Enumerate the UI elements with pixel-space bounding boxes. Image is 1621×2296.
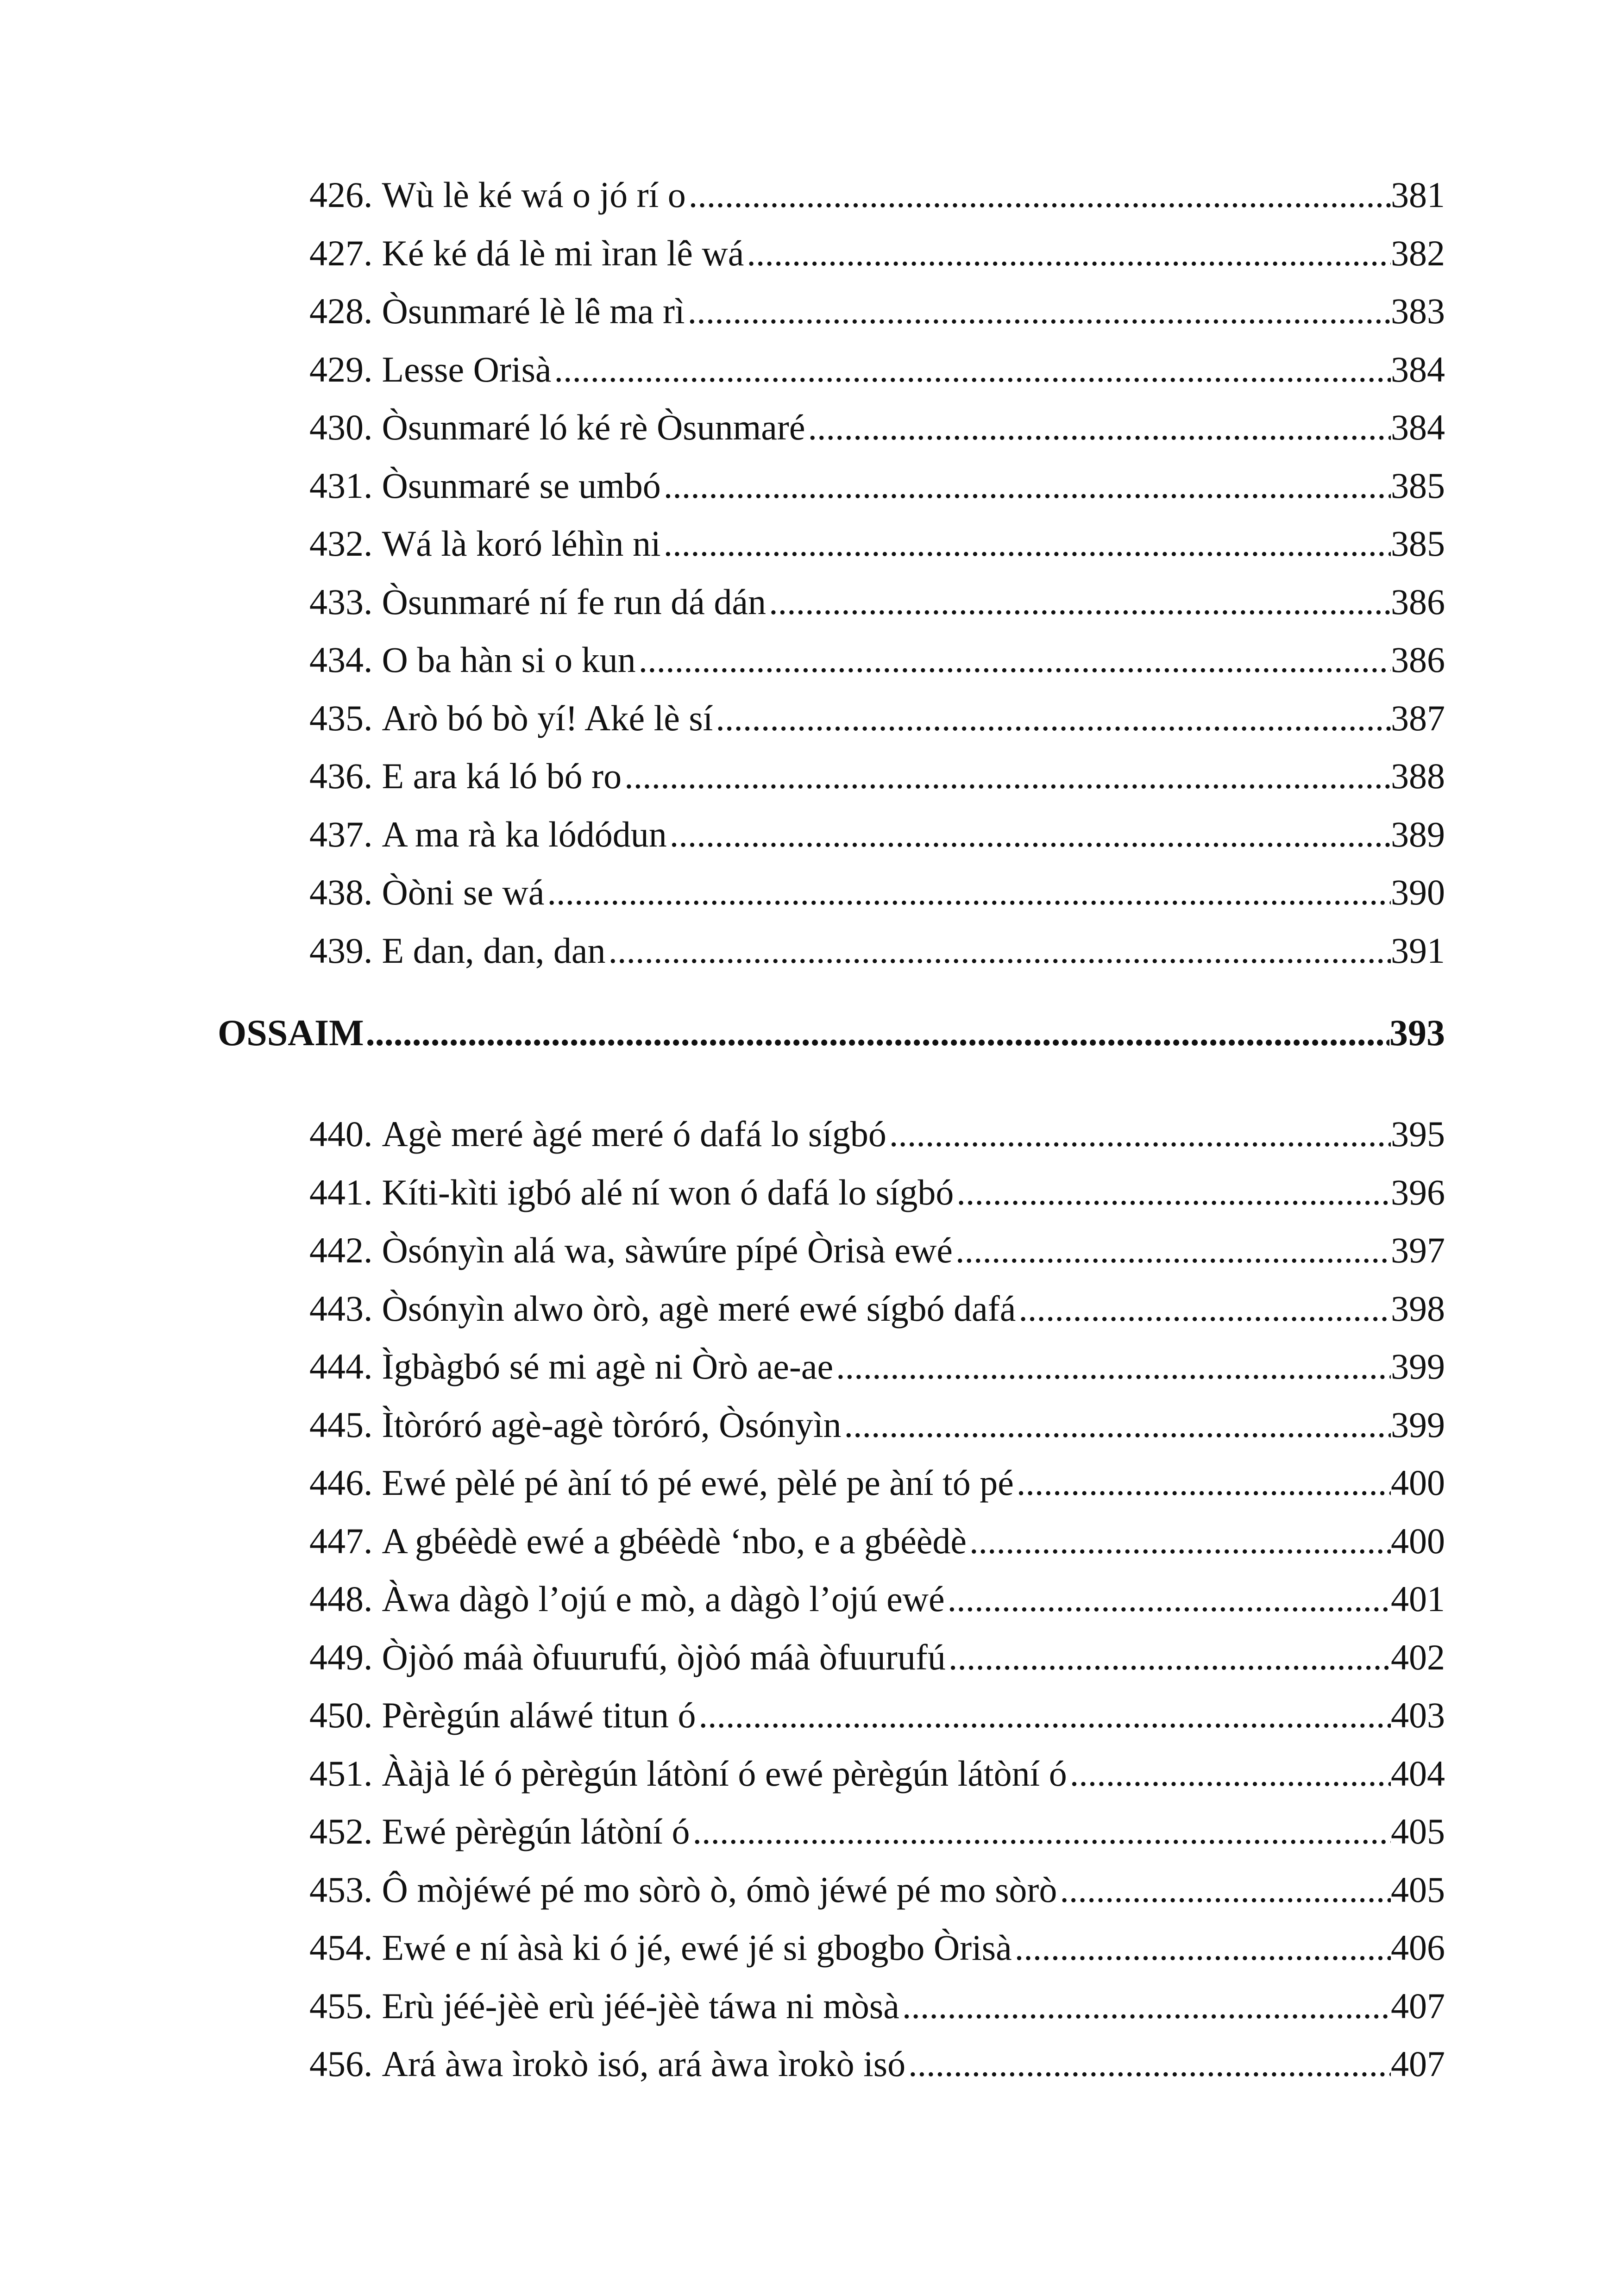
- toc-entry[interactable]: [309, 1341, 1445, 1392]
- entry-title: Ké ké dá lè mi ìran lê wá: [382, 232, 744, 273]
- entry-number: 426.: [309, 175, 373, 215]
- entry-page-number: 405: [1391, 1869, 1445, 1910]
- toc-entry[interactable]: [309, 577, 1445, 627]
- entry-title: Ewé pèlé pé àní tó pé ewé, pèlé pe àní tó pé: [382, 1462, 1014, 1503]
- entry-number: 429.: [309, 349, 373, 389]
- entry-page-number: 389: [1391, 814, 1445, 854]
- dot-leader: [664, 518, 1391, 569]
- entry-page-number: 399: [1391, 1404, 1445, 1445]
- toc-entry[interactable]: [309, 344, 1445, 395]
- entry-page-number: 388: [1391, 756, 1445, 796]
- toc-entry[interactable]: [309, 518, 1445, 569]
- entry-number: 451.: [309, 1753, 373, 1794]
- toc-entry[interactable]: [309, 1109, 1445, 1160]
- entry-number: 427.: [309, 232, 373, 273]
- entry-page-number: 386: [1391, 640, 1445, 680]
- entry-number: 456.: [309, 2044, 373, 2084]
- entry-number: 453.: [309, 1869, 373, 1910]
- dot-leader: [949, 1632, 1391, 1683]
- entry-title: Ô mòjéwé pé mo sòrò ò, ómò jéwé pé mo sòrò: [382, 1869, 1057, 1910]
- toc-entry[interactable]: [309, 634, 1445, 685]
- entry-number: 447.: [309, 1520, 373, 1561]
- toc-entry[interactable]: [309, 169, 1445, 220]
- dot-leader: [844, 1399, 1391, 1450]
- entry-title: Òsunmaré ní fe run dá dán: [382, 581, 767, 622]
- dot-leader: [688, 286, 1391, 337]
- dot-leader: [1015, 1922, 1391, 1973]
- entry-number: 454.: [309, 1927, 373, 1968]
- entry-page-number: 406: [1391, 1927, 1445, 1968]
- toc-entry[interactable]: [309, 1748, 1445, 1799]
- entry-title: Arò bó bò yí! Aké lè sí: [382, 697, 713, 738]
- entry-title: O ba hàn si o kun: [382, 640, 636, 680]
- toc-entry[interactable]: [309, 286, 1445, 337]
- entry-number: 455.: [309, 1985, 373, 2026]
- entry-page-number: 384: [1391, 349, 1445, 389]
- toc-entry[interactable]: [309, 1864, 1445, 1915]
- entry-page-number: 386: [1391, 581, 1445, 622]
- entry-title: Òsónyìn alwo òrò, agè meré ewé sígbó dafá: [382, 1288, 1016, 1329]
- entry-title: Ará àwa ìrokò isó, ará àwa ìrokò isó: [382, 2044, 906, 2084]
- dot-leader: [639, 634, 1391, 685]
- entry-number: 449.: [309, 1637, 373, 1677]
- entry-number: 432.: [309, 523, 373, 564]
- dot-leader: [698, 1690, 1391, 1741]
- entry-page-number: 400: [1391, 1520, 1445, 1561]
- entry-title: Òjòó máà òfuurufú, òjòó máà òfuurufú: [382, 1637, 946, 1677]
- dot-leader: [624, 751, 1391, 802]
- dot-leader: [908, 2039, 1391, 2089]
- dot-leader: [554, 344, 1391, 395]
- entry-page-number: 387: [1391, 697, 1445, 738]
- toc-entry[interactable]: [309, 2039, 1445, 2089]
- entry-number: 437.: [309, 814, 373, 854]
- entry-number: 430.: [309, 407, 373, 447]
- dot-leader: [692, 1806, 1391, 1857]
- entry-number: 431.: [309, 465, 373, 506]
- entry-number: 435.: [309, 697, 373, 738]
- dot-leader: [1017, 1457, 1391, 1508]
- entry-number: 434.: [309, 640, 373, 680]
- toc-entry[interactable]: [309, 1516, 1445, 1567]
- entry-number: 443.: [309, 1288, 373, 1329]
- toc-entry[interactable]: [309, 1225, 1445, 1276]
- dot-leader: [889, 1109, 1391, 1160]
- dot-leader: [955, 1225, 1391, 1276]
- entry-title: E ara ká ló bó ro: [382, 756, 622, 796]
- entry-number: 450.: [309, 1695, 373, 1735]
- dot-leader: [956, 1167, 1391, 1218]
- entry-number: 446.: [309, 1462, 373, 1503]
- chapter-title: OSSAIM: [218, 1013, 364, 1054]
- toc-entry[interactable]: [309, 402, 1445, 453]
- entry-number: 452.: [309, 1811, 373, 1851]
- entry-number: 438.: [309, 872, 373, 912]
- dot-leader: [716, 693, 1391, 744]
- entry-number: 428.: [309, 291, 373, 331]
- dot-leader: [948, 1574, 1391, 1625]
- entry-title: Ìgbàgbó sé mi agè ni Òrò ae-ae: [382, 1346, 834, 1386]
- toc-entry[interactable]: [309, 925, 1445, 976]
- entry-number: 441.: [309, 1172, 373, 1212]
- toc-entry[interactable]: [309, 460, 1445, 511]
- toc-entry[interactable]: [309, 693, 1445, 744]
- chapter-heading[interactable]: [218, 1008, 1445, 1059]
- dot-leader: [689, 169, 1391, 220]
- entry-title: Òsunmaré ló ké rè Òsunmaré: [382, 407, 805, 447]
- entry-title: Wá là koró léhìn ni: [382, 523, 661, 564]
- entry-title: Wù lè ké wá o jó rí o: [382, 175, 686, 215]
- entry-title: Òsunmaré se umbó: [382, 465, 661, 506]
- entry-page-number: 384: [1391, 407, 1445, 447]
- entry-page-number: 403: [1391, 1695, 1445, 1735]
- dot-leader: [1070, 1748, 1391, 1799]
- chapter-page-number: 393: [1389, 1013, 1445, 1054]
- entry-page-number: 385: [1391, 465, 1445, 506]
- entry-page-number: 399: [1391, 1346, 1445, 1386]
- entry-title: A gbéèdè ewé a gbéèdè ‘nbo, e a gbéèdè: [382, 1520, 967, 1561]
- entry-page-number: 396: [1391, 1172, 1445, 1212]
- entry-title: E dan, dan, dan: [382, 930, 606, 971]
- entry-title: Lesse Orisà: [382, 349, 552, 389]
- dot-leader: [1060, 1864, 1391, 1915]
- entry-title: Ìtòróró agè-agè tòróró, Òsónyìn: [382, 1404, 842, 1445]
- toc-entry[interactable]: [309, 1399, 1445, 1450]
- entry-number: 445.: [309, 1404, 373, 1445]
- entry-title: Agè meré àgé meré ó dafá lo sígbó: [382, 1114, 886, 1154]
- entry-title: Òsónyìn alá wa, sàwúre pípé Òrisà ewé: [382, 1230, 953, 1270]
- entry-page-number: 398: [1391, 1288, 1445, 1329]
- entry-page-number: 401: [1391, 1579, 1445, 1619]
- toc-entry[interactable]: [309, 1457, 1445, 1508]
- dot-leader: [1018, 1283, 1391, 1334]
- dot-leader: [969, 1516, 1391, 1567]
- dot-leader: [769, 577, 1391, 627]
- entry-number: 440.: [309, 1114, 373, 1154]
- dot-leader: [547, 867, 1391, 918]
- entry-title: Ewé pèrègún látòní ó: [382, 1811, 690, 1851]
- entry-title: Ewé e ní àsà ki ó jé, ewé jé si gbogbo Òrisà: [382, 1927, 1012, 1968]
- entry-page-number: 397: [1391, 1230, 1445, 1270]
- entry-number: 442.: [309, 1230, 373, 1270]
- toc-entry[interactable]: [309, 1283, 1445, 1334]
- entry-number: 436.: [309, 756, 373, 796]
- entry-page-number: 390: [1391, 872, 1445, 912]
- toc-entry[interactable]: [309, 1922, 1445, 1973]
- entry-title: Àwa dàgò l’ojú e mò, a dàgò l’ojú ewé: [382, 1579, 945, 1619]
- toc-entry[interactable]: [309, 1806, 1445, 1857]
- entry-page-number: 385: [1391, 523, 1445, 564]
- dot-leader: [609, 925, 1391, 976]
- entry-title: Erù jéé-jèè erù jéé-jèè táwa ni mòsà: [382, 1985, 899, 2026]
- entry-number: 433.: [309, 581, 373, 622]
- entry-number: 444.: [309, 1346, 373, 1386]
- entry-page-number: 400: [1391, 1462, 1445, 1503]
- toc-entry[interactable]: [309, 1574, 1445, 1625]
- entry-page-number: 391: [1391, 930, 1445, 971]
- entry-title: Òòni se wá: [382, 872, 545, 912]
- entry-page-number: 407: [1391, 1985, 1445, 2026]
- toc-entry[interactable]: [309, 751, 1445, 802]
- entry-page-number: 404: [1391, 1753, 1445, 1794]
- entry-title: Òsunmaré lè lê ma rì: [382, 291, 685, 331]
- entry-page-number: 381: [1391, 175, 1445, 215]
- toc-entry[interactable]: [309, 1167, 1445, 1218]
- entry-page-number: 402: [1391, 1637, 1445, 1677]
- entry-title: Kíti-kìti igbó alé ní won ó dafá lo sígbó: [382, 1172, 954, 1212]
- entry-page-number: 405: [1391, 1811, 1445, 1851]
- dot-leader: [747, 228, 1391, 279]
- dot-leader: [670, 809, 1391, 860]
- dot-leader: [808, 402, 1391, 453]
- toc-entry[interactable]: [309, 1632, 1445, 1683]
- toc-entry[interactable]: [309, 228, 1445, 279]
- entry-number: 448.: [309, 1579, 373, 1619]
- entry-page-number: 407: [1391, 2044, 1445, 2084]
- dot-leader: [664, 460, 1391, 511]
- dot-leader: [836, 1341, 1391, 1392]
- entry-page-number: 383: [1391, 291, 1445, 331]
- entry-number: 439.: [309, 930, 373, 971]
- dot-leader: [902, 1981, 1391, 2032]
- entry-title: A ma rà ka lódódun: [382, 814, 667, 854]
- toc-entry[interactable]: [309, 1981, 1445, 2032]
- toc-entry[interactable]: [309, 809, 1445, 860]
- toc-entry[interactable]: [309, 1690, 1445, 1741]
- dot-leader: [366, 1008, 1389, 1059]
- entry-page-number: 382: [1391, 232, 1445, 273]
- entry-page-number: 395: [1391, 1114, 1445, 1154]
- toc-entry[interactable]: [309, 867, 1445, 918]
- entry-title: Ààjà lé ó pèrègún látòní ó ewé pèrègún látòní ó: [382, 1753, 1067, 1794]
- entry-title: Pèrègún aláwé titun ó: [382, 1695, 696, 1735]
